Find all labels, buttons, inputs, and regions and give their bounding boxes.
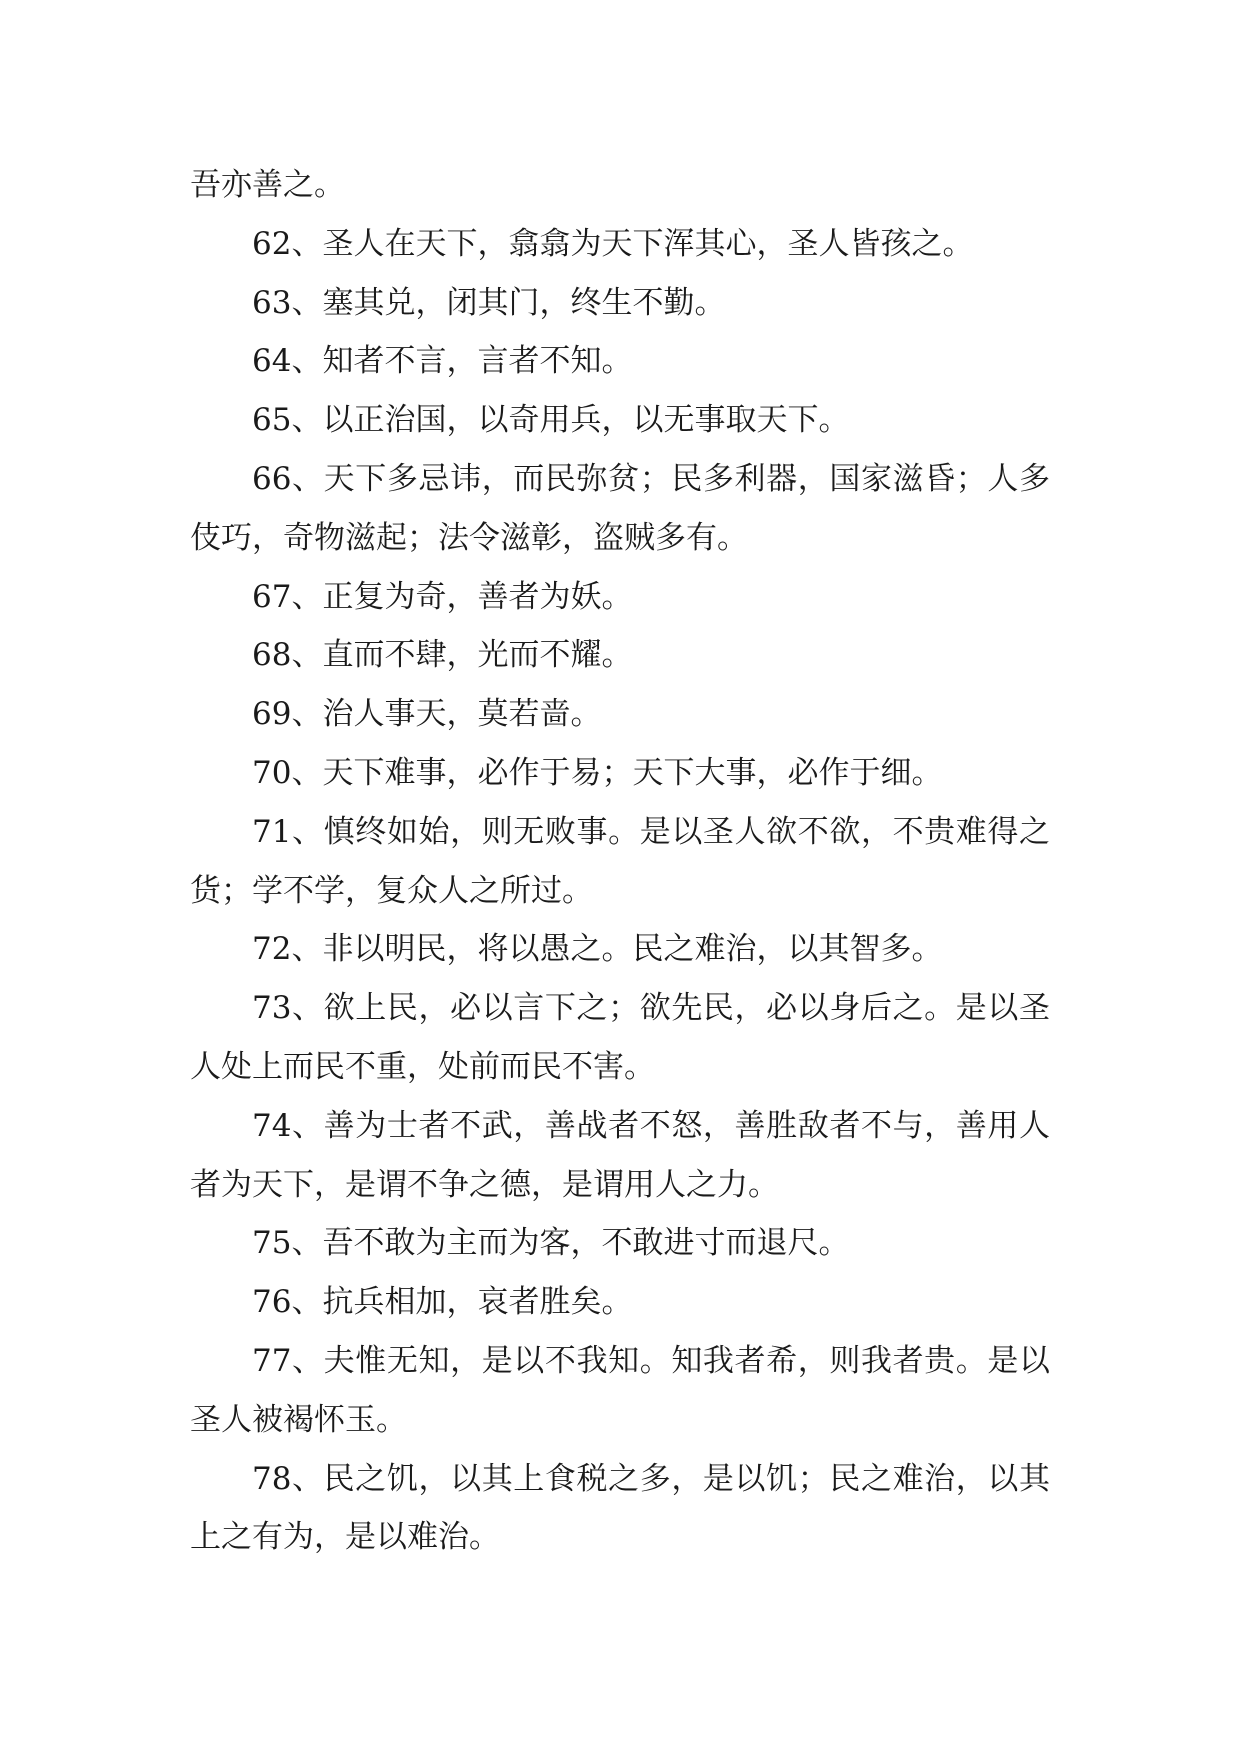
paragraph-66: 66、天下多忌讳，而民弥贫；民多利器，国家滋昏；人多伎巧，奇物滋起；法令滋彰，盗贼多有。 — [190, 460, 1050, 556]
paragraph-70: 70、天下难事，必作于易；天下大事，必作于细。 — [252, 754, 943, 791]
paragraph-72: 72、非以明民，将以愚之。民之难治，以其智多。 — [252, 931, 943, 968]
paragraph-continuation: 吾亦善之。 — [190, 167, 345, 203]
paragraph-65: 65、以正治国，以奇用兵，以无事取天下。 — [252, 402, 850, 439]
paragraph-62: 62、圣人在天下，翕翕为天下浑其心，圣人皆孩之。 — [252, 225, 974, 262]
paragraph-63: 63、塞其兑，闭其门，终生不勤。 — [252, 284, 726, 321]
paragraph-77: 77、夫惟无知，是以不我知。知我者希，则我者贵。是以圣人被褐怀玉。 — [190, 1342, 1050, 1438]
paragraph-68: 68、直而不肆，光而不耀。 — [252, 637, 633, 674]
document-body — [190, 156, 1050, 1567]
paragraph-76: 76、抗兵相加，哀者胜矣。 — [252, 1284, 633, 1321]
paragraph-67: 67、正复为奇，善者为妖。 — [252, 578, 633, 615]
paragraph-69: 69、治人事天，莫若啬。 — [252, 696, 602, 733]
paragraph-74: 74、善为士者不武，善战者不怒，善胜敌者不与，善用人者为天下，是谓不争之德，是谓用人之力。 — [190, 1107, 1050, 1203]
paragraph-75: 75、吾不敢为主而为客，不敢进寸而退尺。 — [252, 1225, 850, 1262]
paragraph-64: 64、知者不言，言者不知。 — [252, 343, 633, 380]
paragraph-78: 78、民之饥，以其上食税之多，是以饥；民之难治，以其上之有为，是以难治。 — [190, 1460, 1050, 1556]
paragraph-71: 71、慎终如始，则无败事。是以圣人欲不欲，不贵难得之货；学不学，复众人之所过。 — [190, 813, 1050, 909]
paragraph-73: 73、欲上民，必以言下之；欲先民，必以身后之。是以圣人处上而民不重，处前而民不害。 — [190, 990, 1050, 1085]
